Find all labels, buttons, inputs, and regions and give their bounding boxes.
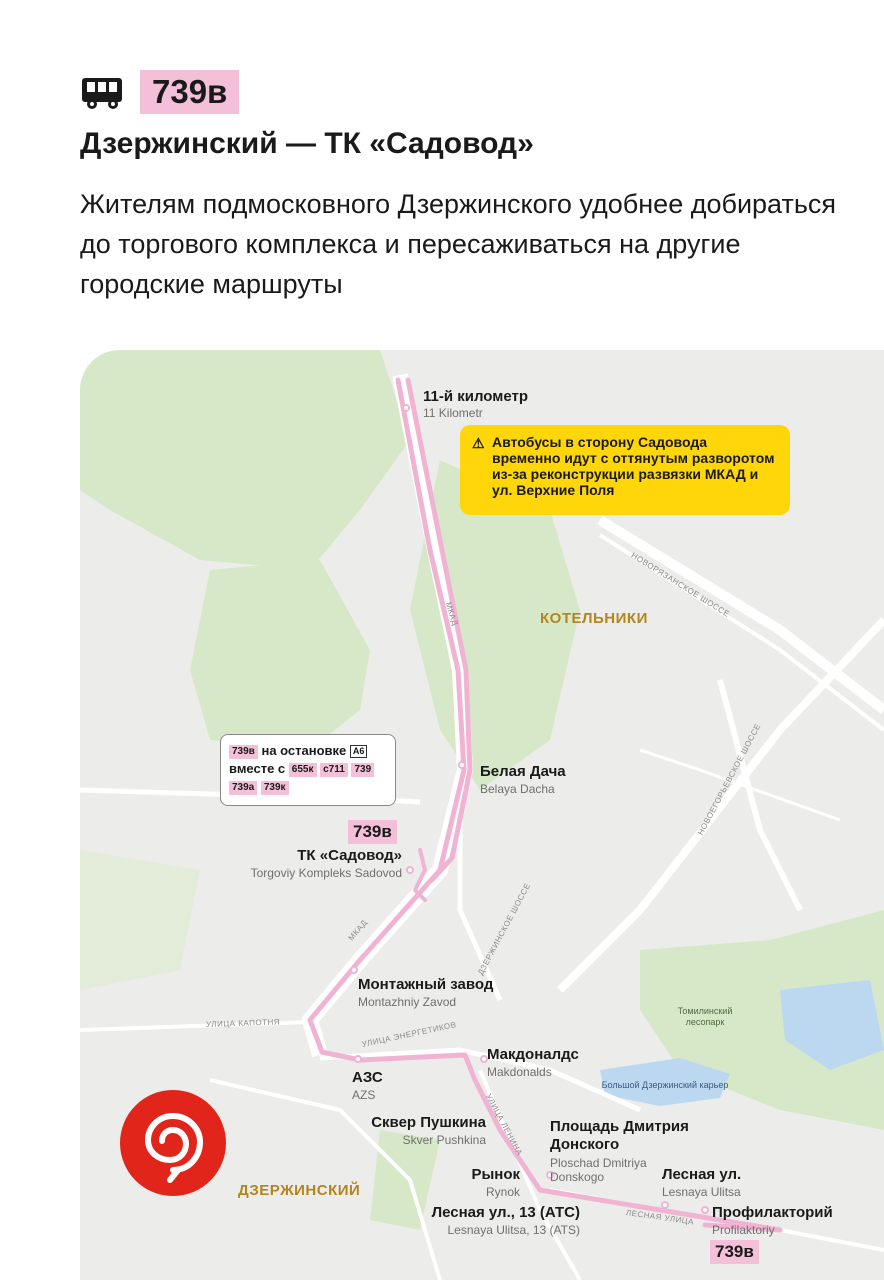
stop-name[interactable]: Сквер Пушкина bbox=[371, 1114, 486, 1131]
stop-latin: Rynok bbox=[485, 1185, 520, 1199]
street-mkad-top: МКАД bbox=[443, 601, 460, 628]
route-row bbox=[80, 70, 860, 114]
stop-latin: Skver Pushkina bbox=[402, 1133, 486, 1147]
warning-icon: ⚠ bbox=[472, 435, 485, 451]
transfer-route-chip: 739в bbox=[229, 745, 258, 759]
stop-latin: Lesnaya Ulitsa bbox=[662, 1185, 741, 1199]
route-map[interactable] bbox=[80, 350, 884, 1280]
stop-name[interactable]: Рынок bbox=[471, 1166, 520, 1183]
street-kapotnya: УЛИЦА КАПОТНЯ bbox=[205, 1017, 281, 1029]
detour-notice bbox=[460, 425, 790, 515]
stop-latin: 11 Kilometr bbox=[423, 406, 483, 420]
logo-glyph bbox=[120, 1090, 226, 1196]
stop-name[interactable]: ТК «Садовод» bbox=[297, 847, 402, 864]
transfer-together-text: вместе с bbox=[229, 761, 286, 776]
stop-name[interactable]: 11-й километр bbox=[423, 388, 529, 405]
transfer-route-chip: 739 bbox=[351, 763, 374, 777]
street-energetikov: УЛИЦА ЭНЕРГЕТИКОВ bbox=[361, 1020, 458, 1049]
transfer-line-1 bbox=[229, 742, 387, 760]
route-tag-end: 739в bbox=[710, 1240, 759, 1264]
platform-label: А6 bbox=[350, 745, 368, 758]
stop-name[interactable]: Лесная ул., 13 (АТС) bbox=[431, 1204, 580, 1221]
street-lesnaya: ЛЕСНАЯ УЛИЦА bbox=[625, 1208, 695, 1227]
street-novoegoryevskoe: НОВОЕГОРЬЕВСКОЕ ШОССЕ bbox=[696, 722, 763, 837]
street-novoryazanskoe: НОВОРЯЗАНСКОЕ ШОССЕ bbox=[629, 550, 732, 619]
stop-name[interactable]: АЗС bbox=[352, 1069, 383, 1086]
park-label: Томилинский лесопарк bbox=[677, 1006, 733, 1027]
transfer-route-chip: 739к bbox=[261, 781, 289, 795]
stop-name[interactable]: Площадь Дмитрия Донского bbox=[550, 1118, 689, 1153]
route-description: Жителям подмосковного Дзержинского удобнее добираться до торгового комплекса и пересаживаться на другие городские маршруты bbox=[80, 189, 837, 299]
route-title: Дзержинский — ТК «Садовод» bbox=[80, 127, 534, 160]
stop-latin: Lesnaya Ulitsa, 13 (ATS) bbox=[447, 1223, 580, 1237]
notice-text: Автобусы в сторону Садовода временно идут с оттянутым разворотом из-за реконструкции развязки МКАД и ул. Верхние Поля bbox=[492, 434, 775, 498]
stop-latin: Ploschad Dmitriya Donskogo bbox=[550, 1156, 647, 1184]
stop-name[interactable]: Монтажный завод bbox=[358, 976, 494, 993]
transfer-route-chip: 739а bbox=[229, 781, 257, 795]
transfer-route-chip: с711 bbox=[320, 763, 348, 777]
street-mkad-bottom: МКАД bbox=[346, 917, 370, 943]
transfer-line-3 bbox=[229, 778, 387, 796]
lake-label: Большой Дзержинский карьер bbox=[601, 1080, 729, 1090]
transfer-route-chip: 655к bbox=[289, 763, 317, 777]
stop-name[interactable]: Белая Дача bbox=[480, 763, 566, 780]
route-tag-sadovod: 739в bbox=[348, 820, 397, 844]
street-lenina: УЛИЦА ЛЕНИНА bbox=[484, 1092, 525, 1158]
stop-name[interactable]: Лесная ул. bbox=[662, 1166, 742, 1183]
district-kotelniki: КОТЕЛЬНИКИ bbox=[540, 610, 648, 627]
transfer-line-2 bbox=[229, 760, 387, 778]
transfer-at-stop-text: на остановке bbox=[261, 743, 347, 758]
stop-name[interactable]: Макдоналдс bbox=[487, 1046, 579, 1063]
mosgortrans-logo-icon bbox=[120, 1090, 226, 1196]
transfer-info-box bbox=[220, 734, 396, 806]
stop-latin: Makdonalds bbox=[487, 1065, 552, 1079]
stop-name[interactable]: Профилакторий bbox=[712, 1204, 833, 1221]
stop-latin: Montazhniy Zavod bbox=[358, 995, 457, 1009]
stop-latin: Profilaktoriy bbox=[712, 1223, 775, 1237]
district-dzerzhinsky: ДЗЕРЖИНСКИЙ bbox=[238, 1182, 361, 1199]
route-number-badge: 739в bbox=[140, 70, 239, 114]
bus-icon bbox=[80, 72, 128, 112]
street-dzerzhinskoe: ДЗЕРЖИНСКОЕ ШОССЕ bbox=[476, 881, 533, 977]
stop-latin: Torgoviy Kompleks Sadovod bbox=[250, 866, 402, 880]
stop-latin: AZS bbox=[352, 1088, 376, 1102]
header bbox=[80, 70, 860, 304]
stop-latin: Belaya Dacha bbox=[480, 782, 555, 796]
